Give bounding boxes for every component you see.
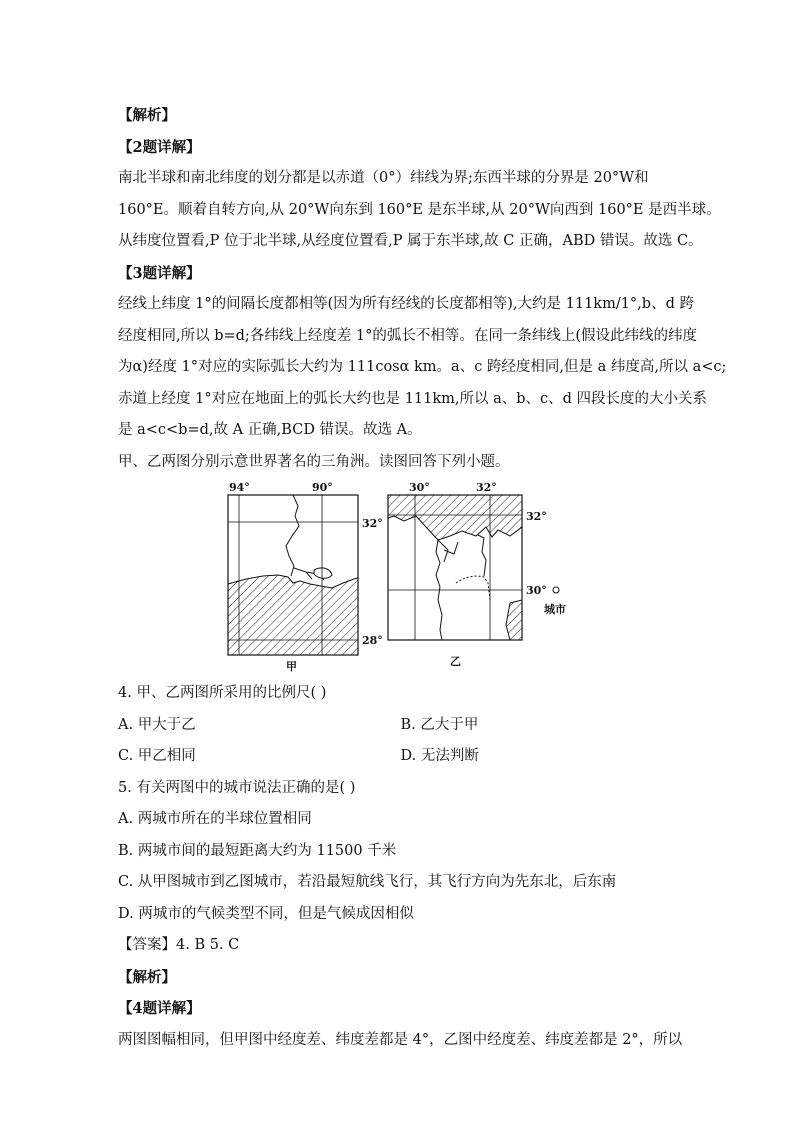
delta-maps-svg bbox=[118, 480, 683, 678]
q4-stem: 4. 甲、乙两图所采用的比例尺( ) bbox=[118, 685, 327, 701]
jia-sea bbox=[228, 575, 358, 655]
answer-line: 【答案】4. B 5. C bbox=[118, 937, 240, 953]
q5-option-d: D. 两城市的气候类型不同，但是气候成因相似 bbox=[118, 905, 414, 922]
q4-detail-heading: 【4题详解】 bbox=[118, 1000, 201, 1017]
q3-line-4: 赤道上经度 1°对应在地面上的弧长大约也是 111km,所以 a、b、c、d 四段长度的大小关系 bbox=[118, 390, 708, 407]
question-intro: 甲、乙两图分别示意世界著名的三角洲。读图回答下列小题。 bbox=[118, 453, 510, 470]
yi-label-30-right: 30° bbox=[526, 584, 547, 597]
delta-maps-figure bbox=[118, 480, 683, 678]
yi-label-32-right: 32° bbox=[526, 510, 547, 523]
city-label: 城市 bbox=[544, 603, 566, 616]
q2-line-2: 160°E。顺着自转方向,从 20°W向东到 160°E 是东半球,从 20°W向西到 160°E 是西半球。 bbox=[118, 201, 721, 218]
jia-lake bbox=[314, 568, 332, 578]
q5-option-a: A. 两城市所在的半球位置相同 bbox=[118, 811, 312, 827]
jia-label-28: 28° bbox=[362, 634, 383, 647]
q3-line-5: 是 a<c<b=d,故 A 正确,BCD 错误。故选 A。 bbox=[118, 422, 422, 438]
jia-label-94: 94° bbox=[229, 481, 250, 494]
map-jia bbox=[228, 481, 383, 673]
q3-detail-heading: 【3题详解】 bbox=[118, 264, 201, 282]
q3-line-1: 经线上纬度 1°的间隔长度都相等(因为所有经线的长度都相等),大约是 111km/1°,b、d 跨 bbox=[118, 296, 694, 312]
jia-river bbox=[286, 495, 324, 580]
q3-line-3: 为α)经度 1°对应的实际弧长大约为 111cosα km。a、c 跨经度相同,但是 a 纬度高,所以 a<c; bbox=[118, 359, 727, 375]
q5-stem: 5. 有关两图中的城市说法正确的是( ) bbox=[118, 779, 356, 796]
document-page bbox=[118, 100, 727, 1056]
yi-sea bbox=[388, 495, 522, 540]
jia-caption: 甲 bbox=[286, 660, 297, 673]
q5-option-c: C. 从甲图城市到乙图城市，若沿最短航线飞行，其飞行方向为先东北，后东南 bbox=[118, 874, 617, 890]
q3-line-2: 经度相同,所以 b=d;各纬线上经度差 1°的弧长不相等。在同一条纬线上(假设此纬线的纬度 bbox=[118, 327, 698, 344]
analysis-heading-2: 【解析】 bbox=[118, 968, 176, 986]
q4-option-b: B. 乙大于甲 bbox=[400, 716, 479, 733]
yi-red-sea bbox=[506, 600, 522, 640]
analysis-heading: 【解析】 bbox=[118, 107, 176, 124]
q4-option-c: C. 甲乙相同 bbox=[118, 748, 196, 764]
yi-canal bbox=[456, 576, 490, 600]
q5-option-b: B. 两城市间的最短距离大约为 11500 千米 bbox=[118, 842, 397, 859]
q4-options-row-2 bbox=[118, 741, 683, 773]
map-yi bbox=[388, 481, 566, 668]
q2-line-1: 南北半球和南北纬度的划分都是以赤道（0°）纬线为界;东西半球的分界是 20°W和 bbox=[118, 170, 649, 186]
q4-options-row-1 bbox=[118, 710, 683, 742]
yi-sinai bbox=[478, 535, 486, 576]
q4-option-d: D. 无法判断 bbox=[400, 748, 479, 764]
yi-label-30-top: 30° bbox=[409, 481, 430, 494]
yi-label-32-top: 32° bbox=[476, 481, 497, 494]
q2-detail-heading: 【2题详解】 bbox=[118, 138, 201, 156]
q2-line-3: 从纬度位置看,P 位于北半球,从经度位置看,P 属于东半球,故 C 正确，ABD 错误。故选 C。 bbox=[118, 233, 703, 249]
yi-caption: 乙 bbox=[450, 655, 461, 668]
q4-option-a: A. 甲大于乙 bbox=[118, 716, 196, 733]
city-marker-icon bbox=[553, 587, 559, 593]
q4-detail-line-1: 两图图幅相同，但甲图中经度差、纬度差都是 4°，乙图中经度差、纬度差都是 2°，所以 bbox=[118, 1031, 683, 1048]
jia-label-32: 32° bbox=[362, 517, 383, 530]
jia-label-90: 90° bbox=[312, 481, 333, 494]
